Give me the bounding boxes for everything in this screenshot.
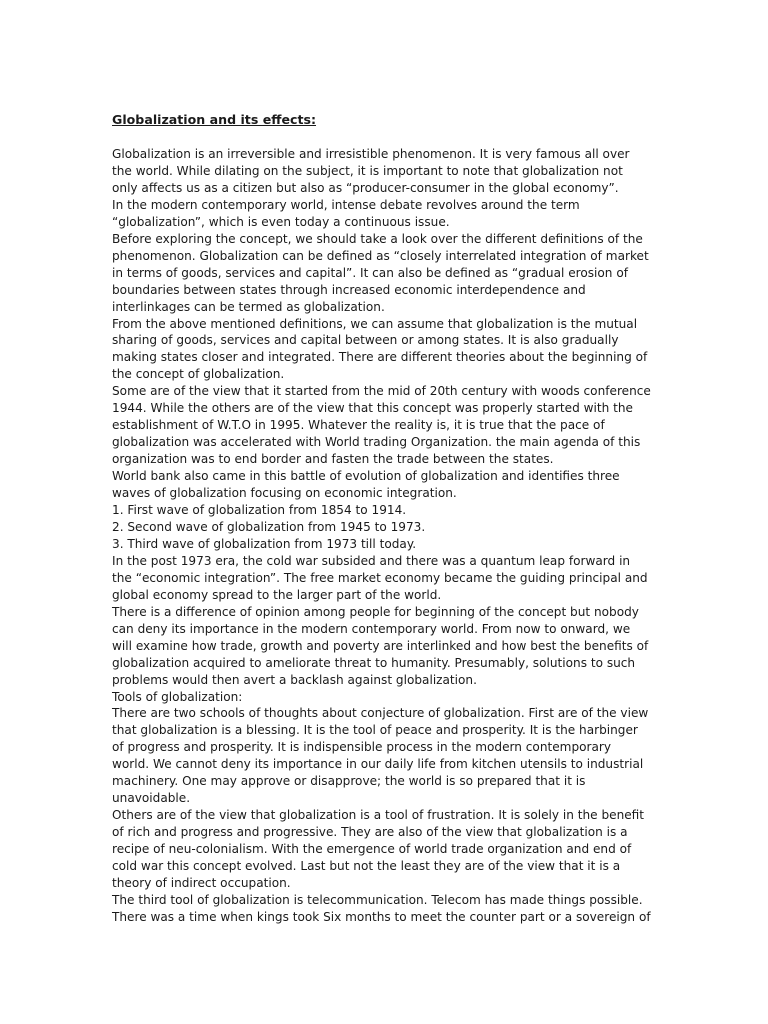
text-line: only affects us as a citizen but also as “producer-consumer in the global economy”. (112, 180, 619, 195)
document-page (112, 112, 690, 926)
text-line: the concept of globalization. (112, 367, 285, 382)
text-line: theory of indirect occupation. (112, 875, 291, 890)
text-line: will examine how trade, growth and poverty are interlinked and how best the benefits of (112, 638, 649, 653)
text-line: World bank also came in this battle of evolution of globalization and identifies three (112, 469, 620, 484)
text-line: world. We cannot deny its importance in our daily life from kitchen utensils to industrial (112, 757, 644, 772)
text-line: 1. First wave of globalization from 1854 to 1914. (112, 503, 407, 518)
text-line: phenomenon. Globalization can be defined as “closely interrelated integration of market (112, 248, 649, 263)
text-line: sharing of goods, services and capital between or among states. It is also gradually (112, 333, 619, 348)
text-line: the “economic integration”. The free market economy became the guiding principal and (112, 570, 648, 585)
text-line: cold war this concept evolved. Last but not the least they are of the view that it is a (112, 859, 621, 874)
text-line: unavoidable. (112, 791, 191, 806)
text-line: can deny its importance in the modern contemporary world. From now to onward, we (112, 621, 631, 636)
text-line: From the above mentioned definitions, we can assume that globalization is the mutual (112, 316, 638, 331)
text-line: Globalization is an irreversible and irresistible phenomenon. It is very famous all over (112, 147, 630, 161)
text-line: waves of globalization focusing on economic integration. (112, 486, 457, 501)
text-line: of rich and progress and progressive. They are also of the view that globalization is a (112, 825, 628, 840)
text-line: interlinkages can be termed as globalization. (112, 299, 385, 314)
text-line: The third tool of globalization is telecommunication. Telecom has made things possible. (112, 892, 643, 907)
text-line: 3. Third wave of globalization from 1973 till today. (112, 536, 417, 551)
text-line: making states closer and integrated. There are different theories about the beginning of (112, 350, 648, 365)
text-line: that globalization is a blessing. It is the tool of peace and prosperity. It is the harbinger (112, 723, 638, 738)
text-line: problems would then avert a backlash against globalization. (112, 672, 477, 687)
text-line: of progress and prosperity. It is indispensible process in the modern contemporary (112, 740, 612, 755)
text-line: machinery. One may approve or disapprove; the world is so prepared that it is (112, 774, 586, 789)
text-line: 1944. While the others are of the view that this concept was properly started with the (112, 401, 633, 416)
text-line: recipe of neu-colonialism. With the emergence of world trade organization and end of (112, 842, 632, 857)
text-line: Some are of the view that it started from the mid of 20th century with woods conference (112, 384, 651, 399)
text-line: globalization was accelerated with World trading Organization. the main agenda of this (112, 435, 641, 450)
text-line: Tools of globalization: (112, 689, 243, 704)
text-line: Others are of the view that globalization is a tool of frustration. It is solely in the benefit (112, 808, 645, 823)
text-line: establishment of W.T.O in 1995. Whatever the reality is, it is true that the pace of (112, 418, 605, 433)
text-line: 2. Second wave of globalization from 1945 to 1973. (112, 519, 426, 534)
document-title: Globalization and its effects: (112, 112, 317, 127)
text-line: in terms of goods, services and capital”. It can also be defined as “gradual erosion of (112, 265, 628, 280)
text-line: organization was to end border and fasten the trade between the states. (112, 452, 554, 467)
document-body (112, 146, 690, 926)
text-line: There is a difference of opinion among people for beginning of the concept but nobody (112, 604, 639, 619)
text-line: Before exploring the concept, we should take a look over the different definitions of the (112, 231, 643, 246)
text-line: the world. While dilating on the subject, it is important to note that globalization not (112, 163, 623, 178)
text-line: There was a time when kings took Six months to meet the counter part or a sovereign of (112, 909, 651, 924)
text-line: globalization acquired to ameliorate threat to humanity. Presumably, solutions to such (112, 655, 636, 670)
text-line: In the modern contemporary world, intense debate revolves around the term (112, 197, 580, 212)
text-line: In the post 1973 era, the cold war subsided and there was a quantum leap forward in (112, 553, 631, 568)
text-line: There are two schools of thoughts about conjecture of globalization. First are of the view (112, 706, 649, 721)
text-line: global economy spread to the larger part of the world. (112, 587, 442, 602)
text-line: “globalization”, which is even today a continuous issue. (112, 214, 450, 229)
text-line: boundaries between states through increased economic interdependence and (112, 282, 586, 297)
